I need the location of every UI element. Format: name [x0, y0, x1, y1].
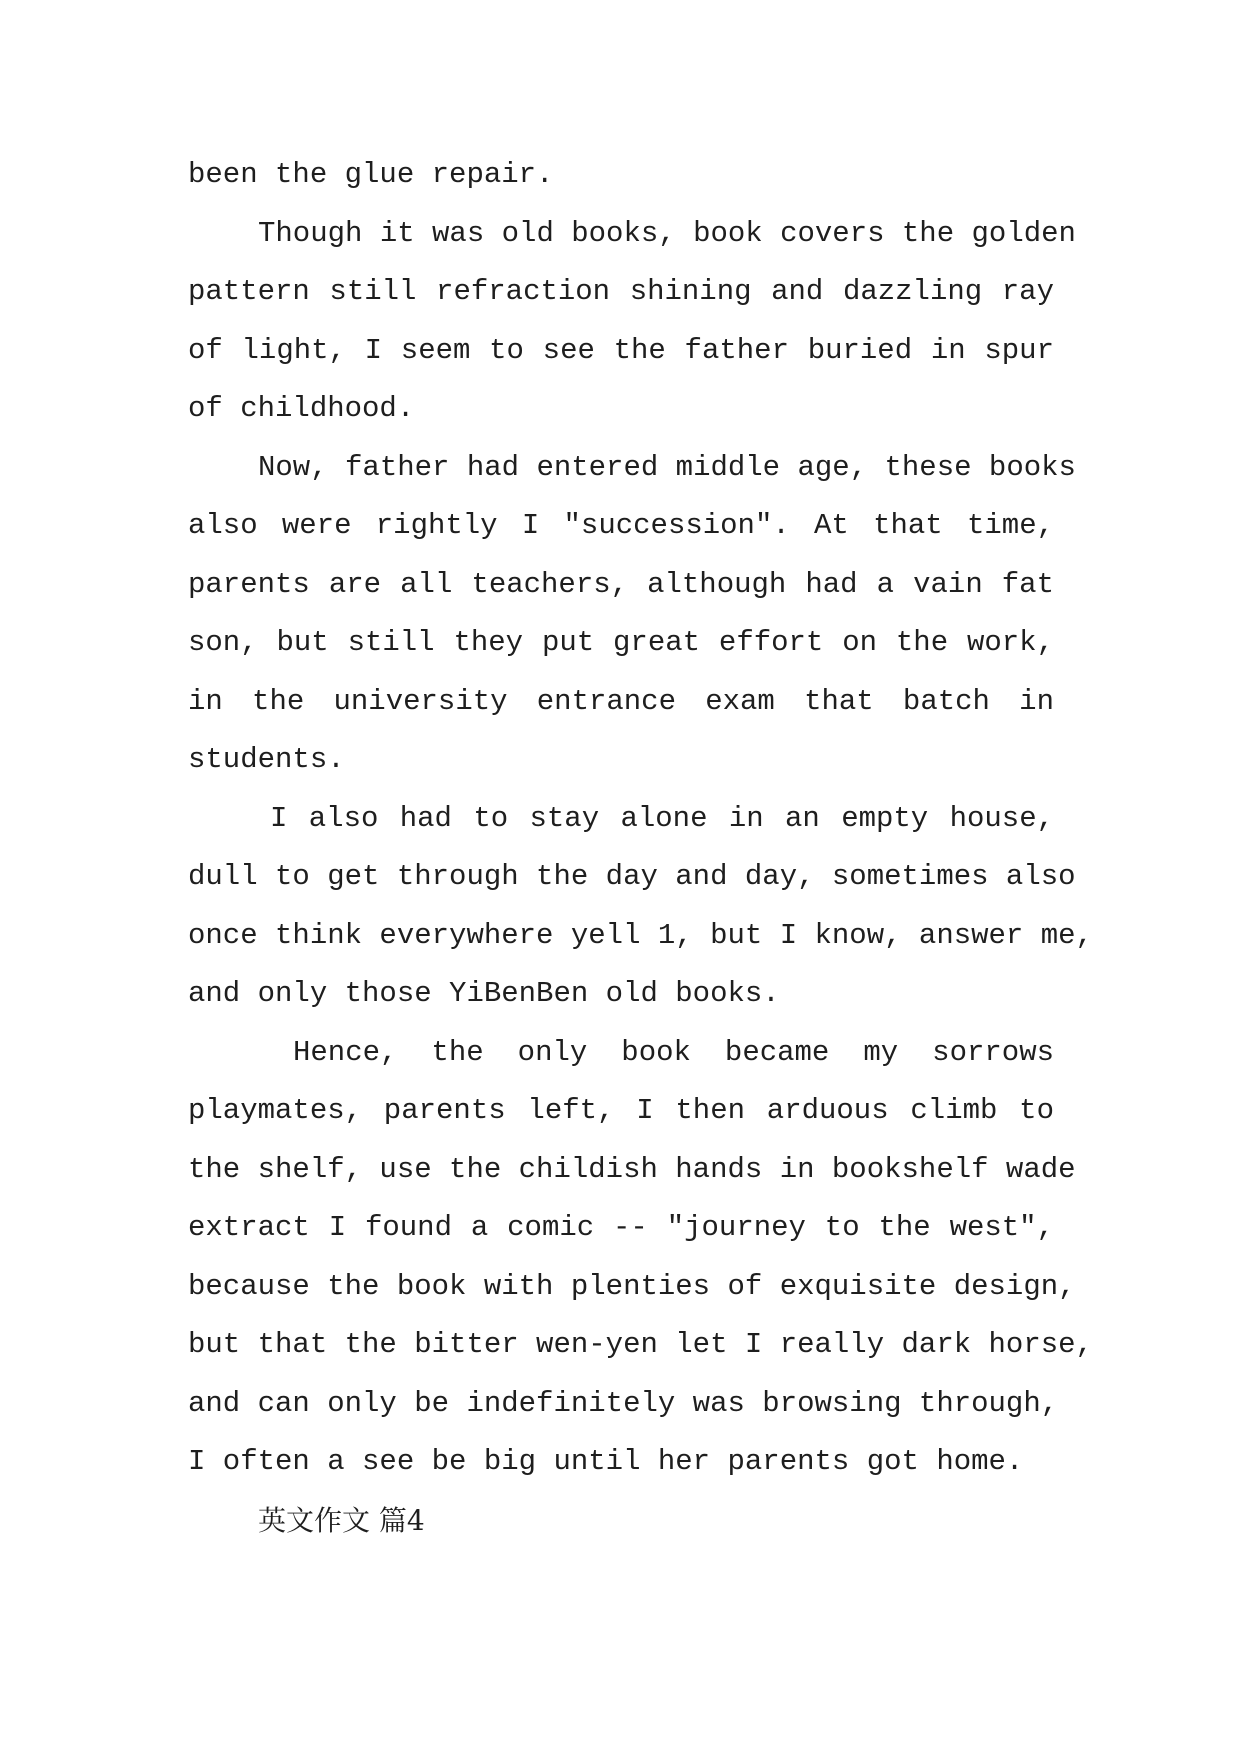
text-line: and only those YiBenBen old books. — [188, 977, 780, 1010]
text-line: of childhood. — [188, 392, 415, 425]
text-line: playmates, parents left, I then arduous climb to — [188, 1094, 1054, 1127]
text-line: been the glue repair. — [188, 158, 554, 191]
paragraph-first-line: Now, father had entered middle age, these books — [258, 450, 1076, 484]
text-line: and can only be indefinitely was browsing through, — [188, 1386, 1059, 1420]
text-line: I often a see be big until her parents got home. — [188, 1445, 1024, 1478]
text-line: once think everywhere yell 1, but I know, answer me, — [188, 918, 1093, 952]
text-line: but that the bitter wen-yen let I really dark horse, — [188, 1328, 1093, 1361]
text-line: son, but still they put great effort on the work, — [188, 626, 1054, 659]
text-line: dull to get through the day and day, sometimes also — [188, 860, 1076, 893]
text-line: parents are all teachers, although had a vain fat — [188, 567, 1054, 601]
document-page — [188, 158, 1093, 1564]
text-line: extract I found a comic -- "journey to the west", — [188, 1211, 1054, 1244]
text-line: students. — [188, 743, 345, 776]
text-line: pattern still refraction shining and dazzling ray — [188, 275, 1054, 308]
paragraph-first-line: Though it was old books, book covers the golden — [258, 216, 1076, 250]
paragraph-first-line: I also had to stay alone in an empty house, — [270, 801, 1054, 835]
paragraph-first-line: Hence, the only book became my sorrows — [293, 1035, 1054, 1069]
section-heading: 英文作文 篇4 — [258, 1503, 425, 1537]
text-line: of light, I seem to see the father buried in spur — [188, 333, 1054, 367]
text-line: also were rightly I "succession". At that time, — [188, 509, 1054, 542]
text-line: the shelf, use the childish hands in bookshelf wade — [188, 1152, 1076, 1186]
text-line: because the book with plenties of exquisite design, — [188, 1269, 1076, 1303]
text-line: in the university entrance exam that batch in — [188, 684, 1054, 718]
